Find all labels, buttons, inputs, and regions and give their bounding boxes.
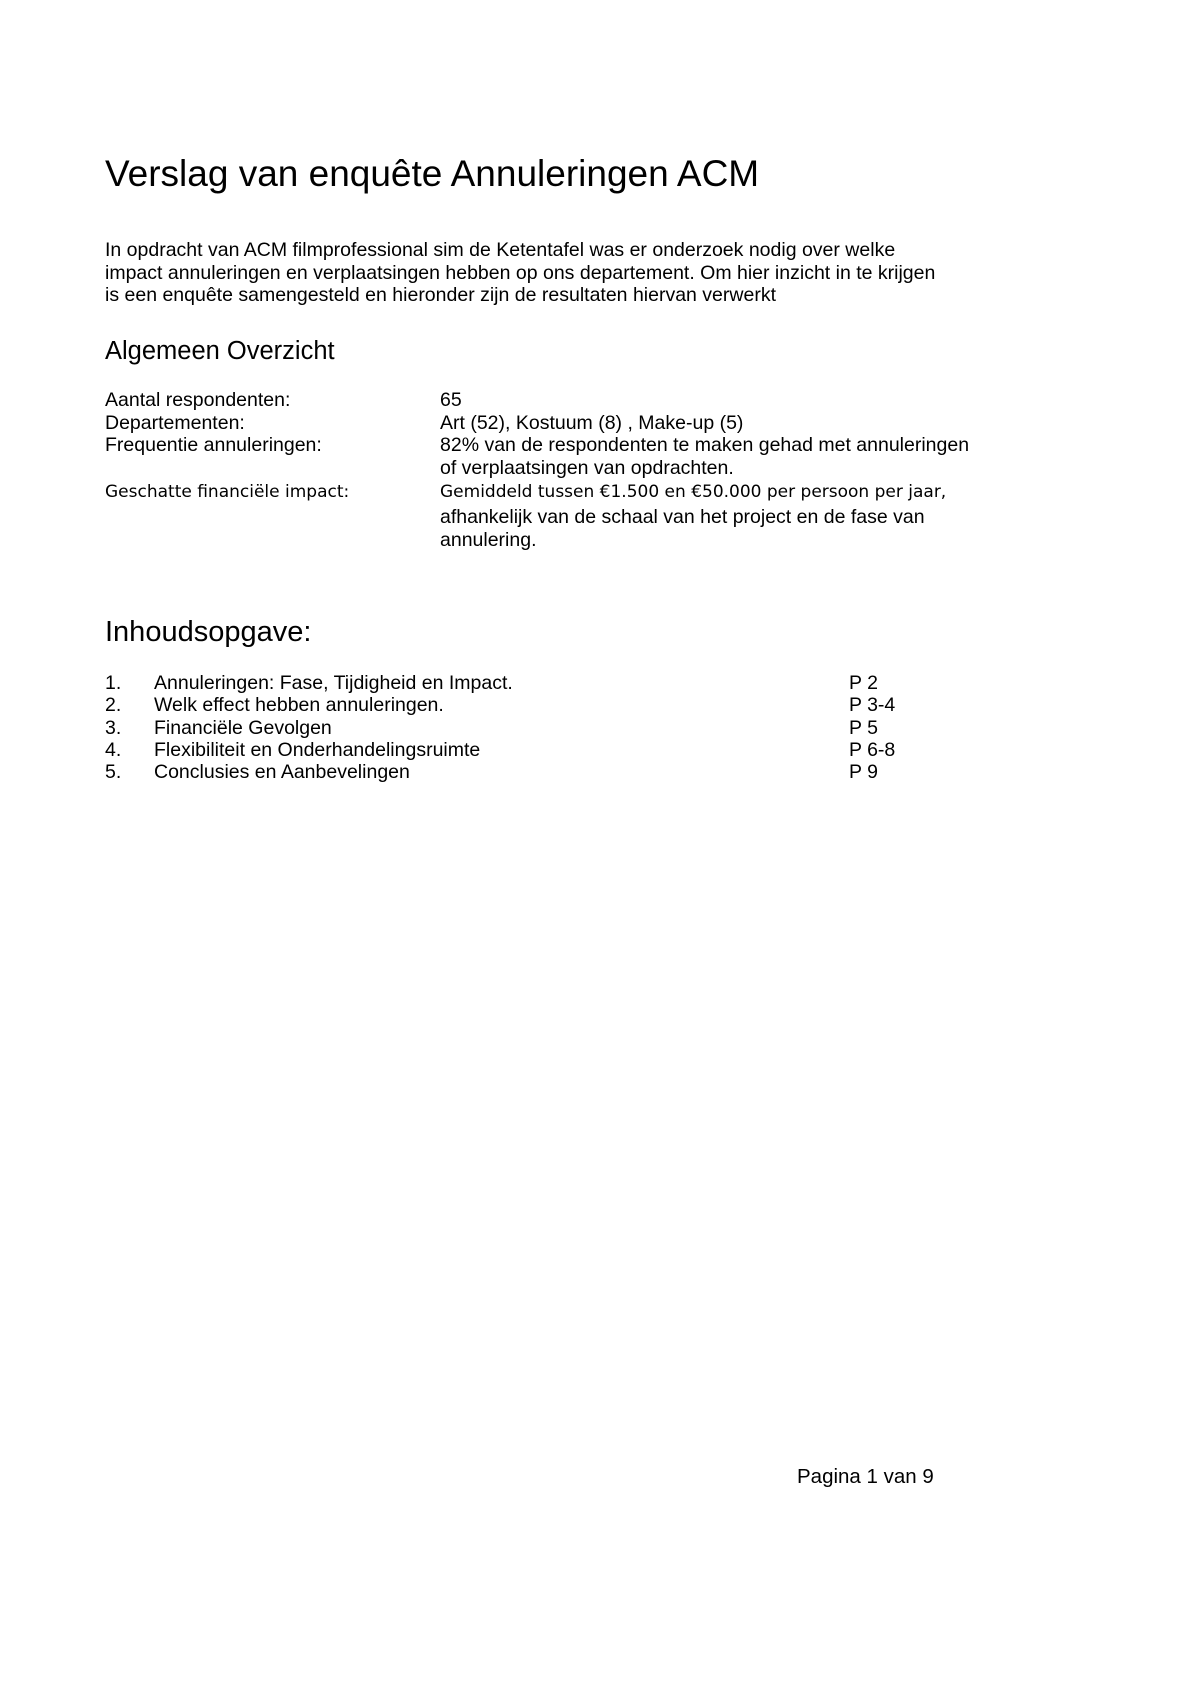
- intro-line: In opdracht van ACM filmprofessional sim de Ketentafel was er onderzoek nodig over welke: [105, 239, 896, 261]
- toc-item-number: 4.: [105, 738, 122, 761]
- toc-item-number: 1.: [105, 672, 122, 694]
- intro-paragraph: [105, 239, 935, 307]
- table-of-contents: [105, 672, 965, 783]
- toc-item[interactable]: [105, 717, 965, 739]
- frequency-label: Frequentie annuleringen:: [105, 434, 322, 456]
- departments-label: Departementen:: [105, 411, 245, 434]
- overview-row-impact: [105, 480, 1025, 551]
- overview-table: [105, 389, 1025, 551]
- toc-item[interactable]: [105, 694, 965, 716]
- toc-item-title: Financiële Gevolgen: [154, 716, 332, 739]
- impact-label: Geschatte financiële impact:: [105, 482, 350, 502]
- page-title: Verslag van enquête Annuleringen ACM: [105, 153, 760, 194]
- intro-line: impact annuleringen en verplaatsingen hebben op ons departement. Om hier inzicht in te krijgen: [105, 261, 936, 284]
- toc-item-title: Flexibiliteit en Onderhandelingsruimte: [154, 738, 481, 761]
- impact-value: [440, 480, 1025, 551]
- toc-item-page: P 6-8: [849, 738, 896, 761]
- frequency-value-line: 82% van de respondenten te maken gehad met annuleringen: [440, 434, 970, 456]
- departments-value: Art (52), Kostuum (8) , Make-up (5): [440, 411, 744, 434]
- toc-heading: Inhoudsopgave:: [105, 616, 312, 648]
- toc-item-page: P 5: [849, 716, 878, 739]
- toc-item-title: Welk effect hebben annuleringen.: [154, 694, 444, 717]
- toc-item-number: 5.: [105, 761, 122, 784]
- toc-item-page: P 3-4: [849, 694, 896, 717]
- toc-item-page: P 9: [849, 761, 878, 784]
- toc-item-title: Annuleringen: Fase, Tijdigheid en Impact.: [154, 672, 513, 694]
- impact-value-line: afhankelijk van de schaal van het project en de fase van: [440, 506, 925, 528]
- toc-item-page: P 2: [849, 672, 878, 694]
- frequency-value: [440, 434, 1025, 479]
- toc-item[interactable]: [105, 672, 965, 694]
- respondents-value: 65: [440, 389, 462, 411]
- impact-value-line: Gemiddeld tussen €1.500 en €50.000 per persoon per jaar,: [440, 482, 947, 502]
- frequency-value-line: of verplaatsingen van opdrachten.: [440, 456, 734, 479]
- toc-item-number: 2.: [105, 694, 122, 717]
- toc-item-number: 3.: [105, 716, 122, 739]
- overview-row-respondents: [105, 389, 1025, 412]
- overview-heading: Algemeen Overzicht: [105, 337, 335, 365]
- page-number: Pagina 1 van 9: [797, 1465, 934, 1488]
- impact-value-line: annulering.: [440, 528, 537, 551]
- intro-line: is een enquête samengesteld en hieronder zijn de resultaten hiervan verwerkt: [105, 284, 776, 306]
- toc-item[interactable]: [105, 739, 965, 761]
- overview-row-frequency: [105, 434, 1025, 479]
- overview-row-departments: [105, 412, 1025, 435]
- toc-item-title: Conclusies en Aanbevelingen: [154, 761, 410, 784]
- respondents-label: Aantal respondenten:: [105, 389, 291, 411]
- toc-item[interactable]: [105, 761, 965, 783]
